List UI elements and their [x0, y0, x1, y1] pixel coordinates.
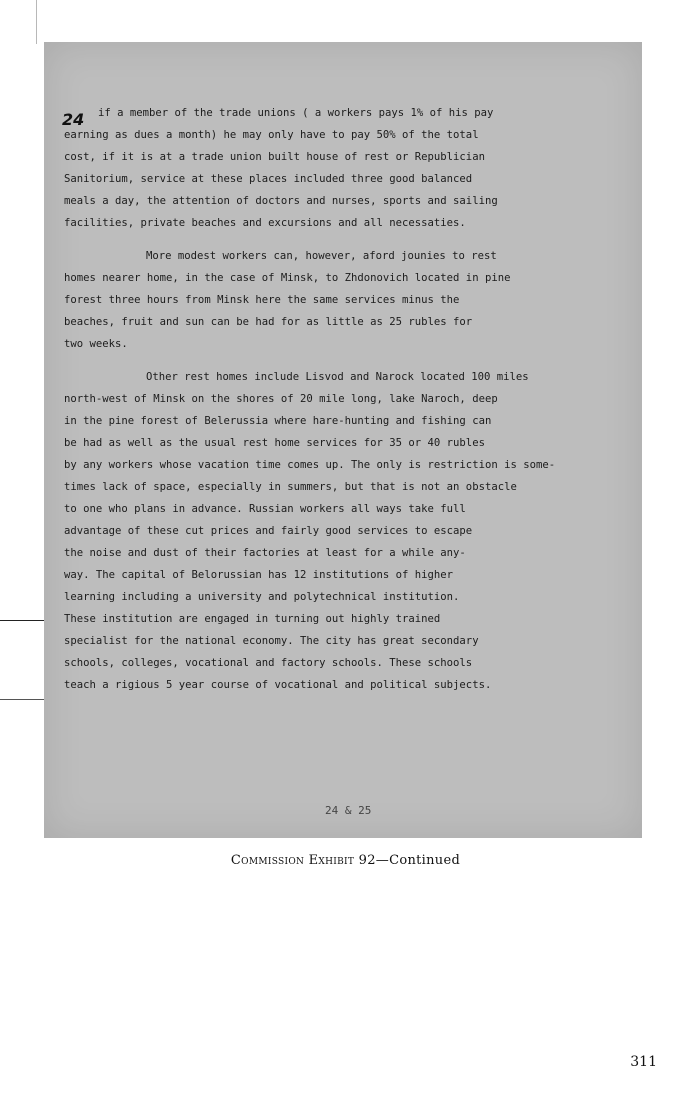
text-line: teach a rigious 5 year course of vocational and political subjects. — [64, 680, 492, 691]
text-line: to one who plans in advance. Russian workers all ways take full — [64, 504, 466, 515]
text-line: More modest workers can, however, aford jounies to rest — [146, 251, 497, 262]
caption-label: Commission Exhibit 92 — [230, 853, 376, 868]
exhibit-caption — [0, 853, 691, 868]
caption-suffix: —Continued — [375, 853, 461, 868]
text-line: advantage of these cut prices and fairly good services to escape — [64, 526, 473, 537]
text-line: if a member of the trade unions ( a workers pays 1% of his pay — [98, 108, 494, 119]
text-line: be had as well as the usual rest home services for 35 or 40 rubles — [64, 438, 485, 449]
text-line: cost, if it is at a trade union built house of rest or Republician — [64, 152, 485, 163]
binding-edge — [36, 0, 37, 44]
typescript-page-marker: 24 & 25 — [325, 804, 372, 817]
text-line: learning including a university and polytechnical institution. — [64, 592, 460, 603]
text-line: north-west of Minsk on the shores of 20 mile long, lake Naroch, deep — [64, 394, 498, 405]
text-line: beaches, fruit and sun can be had for as little as 25 rubles for — [64, 317, 473, 328]
text-line: Sanitorium, service at these places included three good balanced — [64, 174, 473, 185]
text-line: Other rest homes include Lisvod and Narock located 100 miles — [146, 372, 529, 383]
text-line: facilities, private beaches and excursions and all necessaties. — [64, 218, 466, 229]
text-line: These institution are engaged in turning out highly trained — [64, 614, 441, 625]
typescript-body — [64, 108, 620, 702]
text-line: in the pine forest of Belerussia where hare-hunting and fishing can — [64, 416, 492, 427]
text-line: schools, colleges, vocational and factory schools. These schools — [64, 658, 473, 669]
text-line: two weeks. — [64, 339, 128, 350]
text-line: way. The capital of Belorussian has 12 institutions of higher — [64, 570, 454, 581]
text-line: specialist for the national economy. The city has great secondary — [64, 636, 479, 647]
text-line: earning as dues a month) he may only have to pay 50% of the total — [64, 130, 479, 141]
text-line: meals a day, the attention of doctors and nurses, sports and sailing — [64, 196, 498, 207]
text-line: the noise and dust of their factories at least for a while any- — [64, 548, 466, 559]
page-number: 311 — [630, 1054, 657, 1070]
text-line: homes nearer home, in the case of Minsk, to Zhdonovich located in pine — [64, 273, 511, 284]
text-line: times lack of space, especially in summers, but that is not an obstacle — [64, 482, 517, 493]
text-line: by any workers whose vacation time comes up. The only is restriction is some- — [64, 460, 556, 471]
margin-page-number: 24 — [62, 110, 85, 129]
text-line: forest three hours from Minsk here the same services minus the — [64, 295, 460, 306]
